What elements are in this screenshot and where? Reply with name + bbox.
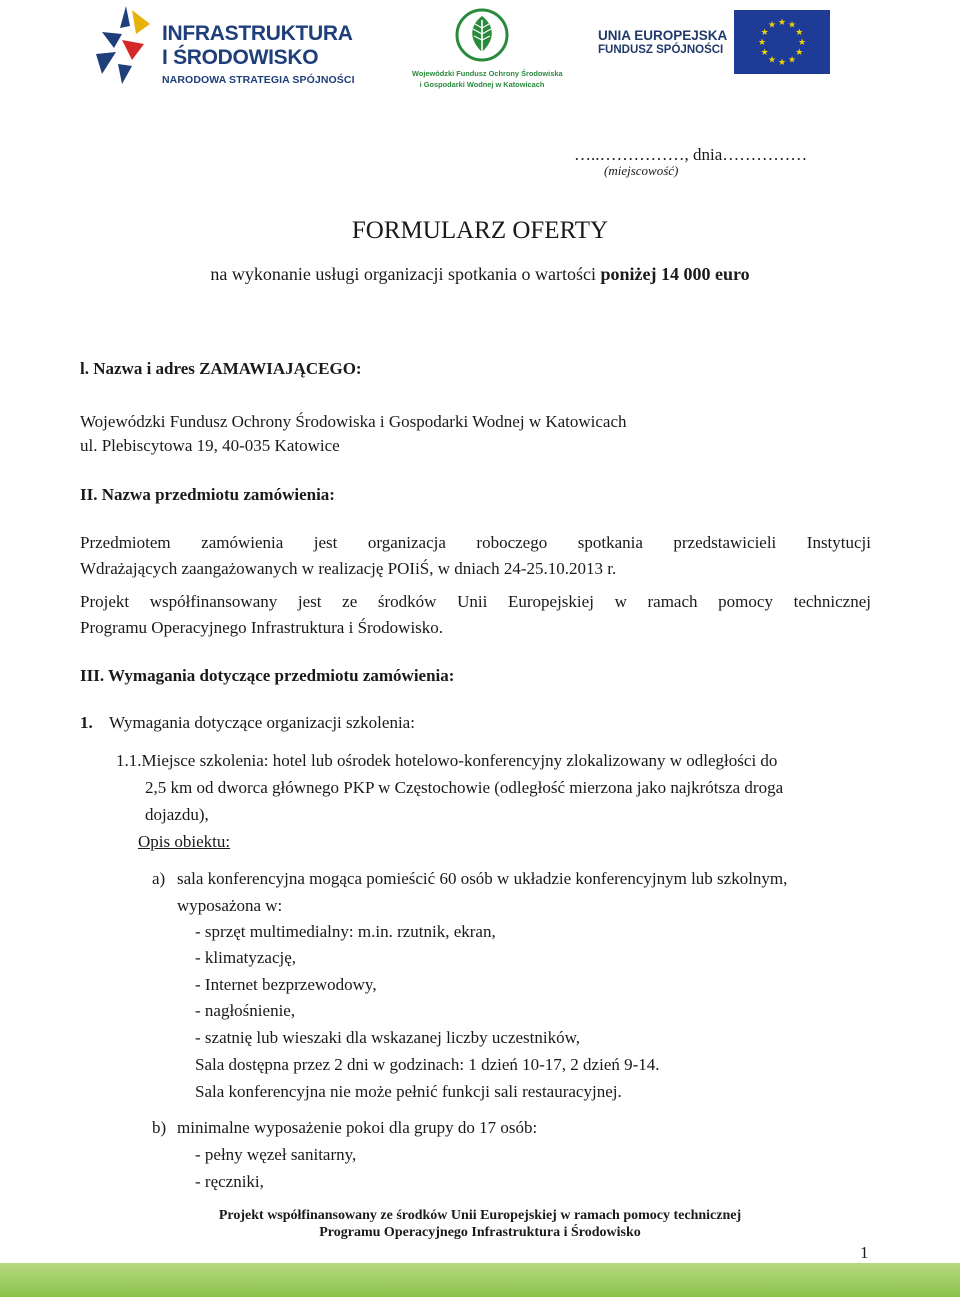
svg-text:★: ★ (777, 58, 787, 68)
item-a-label: a) (152, 869, 166, 888)
section1-line1: Wojewódzki Fundusz Ochrony Środowiska i Gospodarki Wodnej w Katowicach (80, 412, 627, 431)
logo-infrastruktura-srodowisko (92, 4, 355, 86)
item-a-equipment-3: - Internet bezprzewodowy, (195, 975, 377, 994)
logo-infra-line2: I ŚRODOWISKO (162, 46, 319, 69)
footer-line2: Programu Operacyjnego Infrastruktura i Środowisko (319, 1225, 641, 1240)
section2-para2-line2: Programu Operacyjnego Infrastruktura i Środowisko. (80, 618, 444, 637)
logo-wfos-line1: Wojewódzki Fundusz Ochrony Środowiska (412, 69, 563, 78)
section3-1-number: 1. (80, 713, 93, 732)
footer-line1: Projekt współfinansowany ze środków Unii Europejskiej w ramach pomocy technicznej (218, 1208, 742, 1223)
item-a-line1: sala konferencyjna mogąca pomieścić 60 osób w układzie konferencyjnym lub szkolnym, (177, 869, 788, 888)
logo-ue-line2: FUNDUSZ SPÓJNOŚCI (598, 44, 724, 56)
item-b-line1: minimalne wyposażenie pokoi dla grupy do 17 osób: (177, 1118, 538, 1137)
section2-heading: II. Nazwa przedmiotu zamówienia: (80, 485, 335, 504)
item-b-requirement-1: - pełny węzeł sanitarny, (195, 1145, 357, 1164)
section1-heading: l. Nazwa i adres ZAMAWIAJĄCEGO: (80, 359, 362, 378)
section3-1-1-line2: 2,5 km od dworca głównego PKP w Częstochowie (odległość mierzona jako najkrótsza droga (145, 778, 784, 797)
section2-para1-line2: Wdrażających zaangażowanych w realizację POIiŚ, w dniach 24-25.10.2013 r. (80, 559, 617, 578)
logo-unia-europejska (598, 10, 876, 76)
svg-text:★: ★ (767, 20, 777, 31)
item-a-equipment-5: - szatnię lub wieszaki dla wskazanej liczby uczestników, (195, 1028, 581, 1047)
logo-wfos-line2: i Gospodarki Wodnej w Katowicach (419, 80, 545, 89)
svg-text:★: ★ (795, 48, 804, 58)
logo-ue-line1: UNIA EUROPEJSKA (598, 28, 728, 43)
section3-heading: III. Wymagania dotyczące przedmiotu zamówienia: (80, 666, 455, 685)
svg-text:★: ★ (767, 55, 777, 66)
place-hint: (miejscowość) (604, 163, 679, 178)
eu-flag-icon (734, 10, 830, 74)
item-b-label: b) (152, 1118, 167, 1137)
logo-infra-line3: NARODOWA STRATEGIA SPÓJNOŚCI (162, 74, 355, 86)
svg-text:★: ★ (757, 38, 767, 48)
section3-1-1-line3: dojazdu), (145, 805, 209, 824)
svg-text:★: ★ (760, 48, 769, 58)
page-number: 1 (860, 1243, 869, 1262)
item-a-equipment-2: - klimatyzację, (195, 948, 297, 967)
footer-green-bar (0, 1263, 960, 1297)
logo-infra-line1: INFRASTRUKTURA (162, 22, 353, 45)
svg-text:★: ★ (787, 20, 797, 31)
section3-1-1-line1: 1.1.Miejsce szkolenia: hotel lub ośrodek hotelowo-konferencyjny zlokalizowany w odległości do (116, 751, 778, 770)
svg-text:★: ★ (777, 18, 787, 28)
item-a-equipment-4: - nagłośnienie, (195, 1001, 296, 1020)
date-line: …..……………, dnia…………… (574, 145, 808, 164)
section2-para2-line1: Projekt współfinansowany jest ze środków Unii Europejskiej w ramach pomocy technicznej (80, 592, 871, 611)
logo-wfosigw (412, 8, 563, 89)
svg-text:★: ★ (797, 38, 807, 48)
item-a-note-1: Sala dostępna przez 2 dni w godzinach: 1 dzień 10-17, 2 dzień 9-14. (195, 1055, 660, 1074)
section3-1-text: Wymagania dotyczące organizacji szkolenia: (109, 713, 415, 732)
page-subtitle (0, 264, 960, 284)
section1-line2: ul. Plebiscytowa 19, 40-035 Katowice (80, 436, 340, 455)
section2-para1-line1: Przedmiotem zamówienia jest organizacja roboczego spotkania przedstawicieli Instytucji (80, 533, 871, 552)
svg-text:★: ★ (787, 55, 797, 66)
item-a-note-2: Sala konferencyjna nie może pełnić funkcji sali restauracyjnej. (195, 1082, 622, 1101)
opis-obiektu-heading: Opis obiektu: (138, 832, 231, 851)
item-b-requirement-2: - ręczniki, (195, 1172, 264, 1191)
item-a-equipment-1: - sprzęt multimedialny: m.in. rzutnik, ekran, (195, 922, 496, 941)
leaf-emblem-icon (455, 8, 509, 62)
subtitle-bold: poniżej 14 000 euro (600, 264, 750, 284)
svg-text:★: ★ (795, 28, 804, 38)
svg-text:★: ★ (760, 28, 769, 38)
page-title: FORMULARZ OFERTY (351, 217, 609, 244)
subtitle-plain: na wykonanie usługi organizacji spotkania o wartości (210, 264, 601, 284)
infrastruktura-star-icon (92, 4, 162, 86)
item-a-line2: wyposażona w: (177, 896, 283, 915)
